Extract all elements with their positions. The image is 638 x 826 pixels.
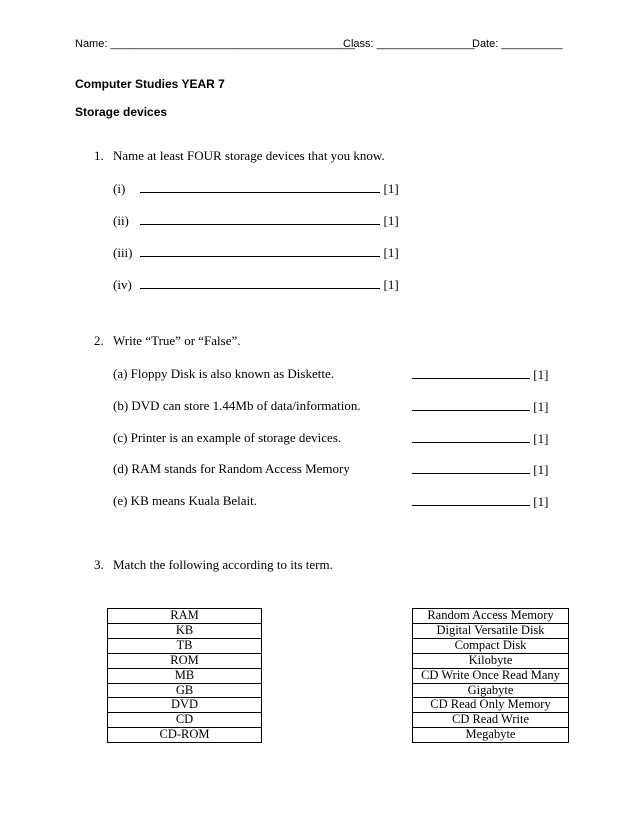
q2-answer-line[interactable] — [412, 366, 530, 379]
question-3-text: Match the following according to its term. — [113, 557, 333, 572]
q2-answer-line[interactable] — [412, 430, 530, 443]
definition-cell: Compact Disk — [413, 638, 569, 653]
q1-item-label: (iii) — [113, 245, 133, 260]
q2-answer-line[interactable] — [412, 493, 530, 506]
terms-table — [107, 608, 262, 743]
q1-item-mark: [1] — [383, 245, 399, 260]
definition-cell: Kilobyte — [413, 653, 569, 668]
question-1-text: Name at least FOUR storage devices that you know. — [113, 148, 385, 163]
definition-cell: Megabyte — [413, 728, 569, 743]
q1-item-mark: [1] — [383, 181, 399, 196]
definitions-table — [412, 608, 569, 743]
term-cell: ROM — [108, 653, 262, 668]
term-cell: CD-ROM — [108, 728, 262, 743]
q1-answer-line[interactable] — [140, 244, 380, 257]
definition-cell: Digital Versatile Disk — [413, 623, 569, 638]
q2-item-mark: [1] — [533, 367, 549, 382]
q1-item-i — [113, 180, 399, 197]
q2-item-mark: [1] — [533, 399, 549, 414]
q2-answer-e — [412, 493, 548, 510]
q1-answer-line[interactable] — [140, 276, 380, 289]
course-title: Computer Studies YEAR 7 — [75, 77, 225, 91]
q2-answer-line[interactable] — [412, 461, 530, 474]
question-2-text: Write “True” or “False”. — [113, 333, 241, 348]
definition-cell: CD Read Only Memory — [413, 698, 569, 713]
term-cell: DVD — [108, 698, 262, 713]
q2-answer-c — [412, 430, 548, 447]
q2-answer-d — [412, 461, 548, 478]
q2-item-b — [113, 398, 361, 414]
q2-item-a — [113, 366, 334, 382]
q1-item-mark: [1] — [383, 213, 399, 228]
term-cell: GB — [108, 683, 262, 698]
q2-answer-line[interactable] — [412, 398, 530, 411]
q2-answer-b — [412, 398, 548, 415]
question-3-number: 3. — [94, 557, 104, 572]
date-field[interactable]: Date: __________ — [472, 38, 563, 50]
q1-item-label: (iv) — [113, 277, 132, 292]
q2-statement: (e) KB means Kuala Belait. — [113, 493, 258, 508]
definition-cell: CD Read Write — [413, 713, 569, 728]
q2-item-c — [113, 430, 341, 446]
q2-item-mark: [1] — [533, 431, 549, 446]
q2-item-d — [113, 461, 350, 477]
q2-statement: (b) DVD can store 1.44Mb of data/information. — [113, 398, 361, 413]
definition-cell: CD Write Once Read Many — [413, 668, 569, 683]
q2-statement: (c) Printer is an example of storage devices. — [113, 430, 342, 445]
class-field[interactable]: Class: ________________ — [343, 38, 475, 50]
q1-item-label: (ii) — [113, 213, 129, 228]
term-cell: MB — [108, 668, 262, 683]
q2-answer-a — [412, 366, 548, 383]
q1-item-ii — [113, 212, 399, 229]
term-cell: CD — [108, 713, 262, 728]
q1-item-mark: [1] — [383, 277, 399, 292]
q1-item-iv — [113, 276, 399, 293]
q1-answer-line[interactable] — [140, 180, 380, 193]
definition-cell: Random Access Memory — [413, 609, 569, 624]
term-cell: RAM — [108, 609, 262, 624]
question-2-number: 2. — [94, 333, 104, 348]
q1-item-iii — [113, 244, 399, 261]
q1-item-label: (i) — [113, 181, 126, 196]
q2-item-e — [113, 493, 257, 509]
topic-title: Storage devices — [75, 105, 168, 119]
q2-item-mark: [1] — [533, 494, 549, 509]
q1-answer-line[interactable] — [140, 212, 380, 225]
name-field[interactable]: Name: ________________________________________ — [75, 38, 356, 50]
term-cell: TB — [108, 638, 262, 653]
q2-statement: (d) RAM stands for Random Access Memory — [113, 461, 350, 476]
definition-cell: Gigabyte — [413, 683, 569, 698]
q2-item-mark: [1] — [533, 462, 549, 477]
question-1-number: 1. — [94, 148, 104, 163]
term-cell: KB — [108, 623, 262, 638]
q2-statement: (a) Floppy Disk is also known as Diskette. — [113, 366, 334, 381]
